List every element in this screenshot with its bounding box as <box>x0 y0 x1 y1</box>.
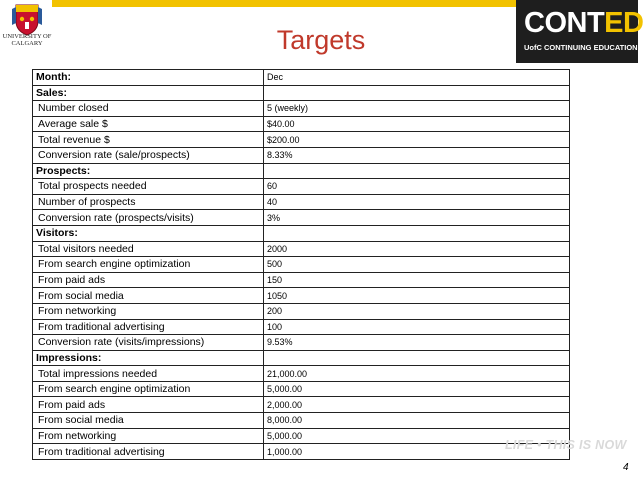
table-row <box>33 132 570 148</box>
row-label: From search engine optimization <box>33 381 264 397</box>
row-value <box>264 85 570 101</box>
row-value: 3% <box>264 210 570 226</box>
row-label: From paid ads <box>33 397 264 413</box>
table-row <box>33 85 570 101</box>
targets-table <box>32 69 570 460</box>
table-row <box>33 319 570 335</box>
row-label: Number closed <box>33 101 264 117</box>
row-value: 8.33% <box>264 147 570 163</box>
top-accent-bar <box>52 0 516 7</box>
conted-logo-text <box>524 6 643 40</box>
row-value: 100 <box>264 319 570 335</box>
row-value: 40 <box>264 194 570 210</box>
row-value: 9.53% <box>264 335 570 351</box>
row-label: Conversion rate (visits/impressions) <box>33 335 264 351</box>
row-value: 500 <box>264 257 570 273</box>
table-row <box>33 116 570 132</box>
row-label: Total revenue $ <box>33 132 264 148</box>
section-label: Month: <box>33 70 264 86</box>
row-value <box>264 350 570 366</box>
row-value: $40.00 <box>264 116 570 132</box>
table-row <box>33 272 570 288</box>
table-row <box>33 366 570 382</box>
row-label: Total prospects needed <box>33 179 264 195</box>
table-row <box>33 397 570 413</box>
row-value: 1050 <box>264 288 570 304</box>
table-row <box>33 257 570 273</box>
row-value: 1,000.00 <box>264 444 570 460</box>
row-label: Total visitors needed <box>33 241 264 257</box>
table-row <box>33 179 570 195</box>
row-value: 200 <box>264 303 570 319</box>
table-row <box>33 428 570 444</box>
row-label: From social media <box>33 288 264 304</box>
footer-tagline: LIFE • THIS IS NOW <box>505 438 627 452</box>
row-value: 5,000.00 <box>264 381 570 397</box>
row-label: From networking <box>33 428 264 444</box>
table-row <box>33 101 570 117</box>
row-value <box>264 163 570 179</box>
row-label: Conversion rate (sale/prospects) <box>33 147 264 163</box>
row-value: 2000 <box>264 241 570 257</box>
row-label: From networking <box>33 303 264 319</box>
row-value <box>264 225 570 241</box>
conted-logo <box>516 0 643 63</box>
section-label: Impressions: <box>33 350 264 366</box>
row-value: 150 <box>264 272 570 288</box>
table-row <box>33 225 570 241</box>
section-label: Prospects: <box>33 163 264 179</box>
section-label: Sales: <box>33 85 264 101</box>
row-label: From traditional advertising <box>33 319 264 335</box>
row-value: $200.00 <box>264 132 570 148</box>
page-number: 4 <box>623 462 629 473</box>
table-row <box>33 210 570 226</box>
conted-logo-main: CONT <box>524 7 605 39</box>
table-row <box>33 194 570 210</box>
university-name: UNIVERSITY OF CALGARY <box>2 33 52 47</box>
table-row <box>33 350 570 366</box>
row-label: From social media <box>33 413 264 429</box>
table-row <box>33 288 570 304</box>
table-row <box>33 335 570 351</box>
table-row <box>33 241 570 257</box>
row-label: From paid ads <box>33 272 264 288</box>
table-row <box>33 444 570 460</box>
table-row <box>33 70 570 86</box>
conted-logo-accent: ED <box>604 7 643 39</box>
table-row <box>33 163 570 179</box>
row-label: Total impressions needed <box>33 366 264 382</box>
row-value: 5 (weekly) <box>264 101 570 117</box>
row-value: 21,000.00 <box>264 366 570 382</box>
table-row <box>33 381 570 397</box>
table-row <box>33 147 570 163</box>
conted-logo-subtitle: UofC CONTINUING EDUCATION <box>524 43 638 52</box>
section-label: Visitors: <box>33 225 264 241</box>
row-value: Dec <box>264 70 570 86</box>
row-value: 60 <box>264 179 570 195</box>
row-label: Conversion rate (prospects/visits) <box>33 210 264 226</box>
row-value: 2,000.00 <box>264 397 570 413</box>
row-value: 5,000.00 <box>264 428 570 444</box>
row-label: From traditional advertising <box>33 444 264 460</box>
row-value: 8,000.00 <box>264 413 570 429</box>
table-row <box>33 413 570 429</box>
table-row <box>33 303 570 319</box>
row-label: From search engine optimization <box>33 257 264 273</box>
row-label: Average sale $ <box>33 116 264 132</box>
page-title: Targets <box>276 25 366 55</box>
row-label: Number of prospects <box>33 194 264 210</box>
